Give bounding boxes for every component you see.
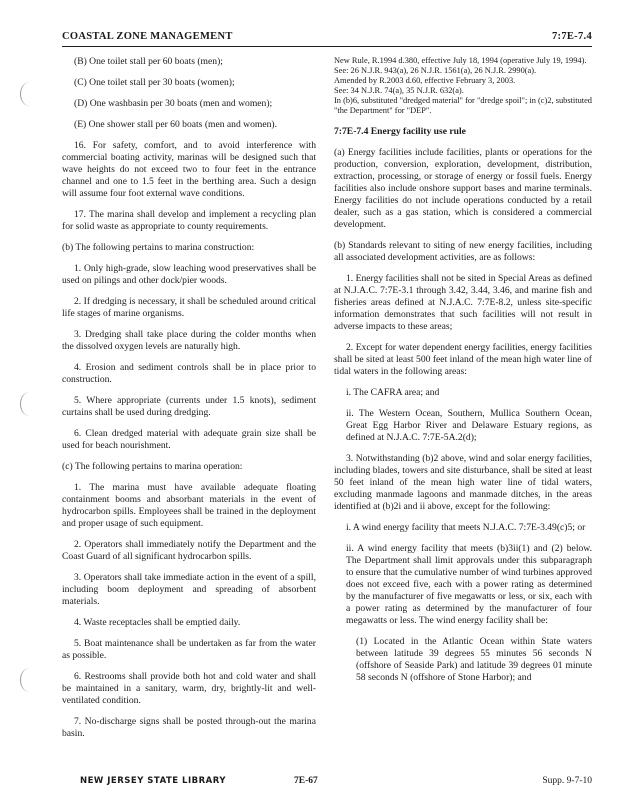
paragraph: i. The CAFRA area; and <box>346 387 440 398</box>
paragraph: 2. Operators shall immediately notify the Department and the Coast Guard of all significant hydrocarbon spills. <box>62 539 316 562</box>
right-column <box>334 56 592 693</box>
paragraph: (B) One toilet stall per 60 boats (men); <box>74 56 223 67</box>
paragraph: (a) Energy facilities include facilities, plants or operations for the production, conversion, exploration, development, distribution, extraction, processing, or storage of energy or fossil fuels. Energy facilities also include onshore support bases and marine terminals. Energy facilities do not include operations conducted by a retail dealer, such as a gas station, which is considered a commercial development. <box>334 147 592 230</box>
paragraph: (E) One shower stall per 60 boats (men and women). <box>74 119 278 130</box>
history-notes <box>334 56 592 116</box>
paragraph: (1) Located in the Atlantic Ocean within State waters between latitude 39 degrees 55 minutes 56 seconds N (offshore of Seaside Park) and latitude 39 degrees 01 minute 58 seconds N (offshore of Stone Harbor); and <box>356 636 592 683</box>
paragraph: (C) One toilet stall per 30 boats (women); <box>74 77 235 88</box>
paragraph: 1. Energy facilities shall not be sited in Special Areas as defined at N.J.A.C. 7:7E-3.1 through 3.42, 3.44, 3.46, and marine fish and fisheries areas defined at N.J.A.C. 7:7E-8.2, unless site-specific information demonstrates that such facilities will not result in adverse impacts to these areas; <box>334 273 592 332</box>
paragraph: 16. For safety, comfort, and to avoid interference with commercial boating activity, marinas will be designed such that wave heights do not exceed two to four feet in the entrance channel and one to 1.5 feet in the berthing area. Such a design will assume four foot external wave conditions. <box>62 140 316 199</box>
left-column <box>62 56 316 749</box>
paragraph: 1. Only high-grade, slow leaching wood preservatives shall be used on pilings and other dock/pier woods. <box>62 263 316 286</box>
history-note: See: 26 N.J.R. 943(a), 26 N.J.R. 1561(a), 26 N.J.R. 2990(a). <box>334 66 537 75</box>
paragraph: i. A wind energy facility that meets N.J.A.C. 7:7E-3.49(c)5; or <box>346 522 586 533</box>
history-note: New Rule, R.1994 d.380, effective July 18, 1994 (operative July 19, 1994). <box>334 56 587 65</box>
paragraph: 7. No-discharge signs shall be posted through-out the marina basin. <box>62 716 316 739</box>
header-section-number: 7:7E-7.4 <box>551 31 592 42</box>
history-note: See: 34 N.J.R. 74(a), 35 N.J.R. 632(a). <box>334 86 464 95</box>
paragraph: (D) One washbasin per 30 boats (men and women); <box>74 98 273 109</box>
paragraph: 3. Dredging shall take place during the colder months when the dissolved oxygen levels are naturally high. <box>62 329 316 352</box>
paragraph: 6. Restrooms shall provide both hot and cold water and shall be maintained in a sanitary, warm, dry, brightly-lit and well-ventilated condition. <box>62 671 316 706</box>
history-note: Amended by R.2003 d.60, effective February 3, 2003. <box>334 76 516 85</box>
paragraph: (c) The following pertains to marina operation: <box>62 461 243 472</box>
paragraph: 4. Waste receptacles shall be emptied daily. <box>74 617 241 628</box>
punch-hole-mark <box>20 392 39 416</box>
punch-hole-mark <box>20 82 39 106</box>
running-footer <box>62 776 592 790</box>
running-header <box>62 30 592 47</box>
paragraph: 4. Erosion and sediment controls shall be in place prior to construction. <box>62 362 316 385</box>
paragraph: 6. Clean dredged material with adequate grain size shall be used for beach nourishment. <box>62 428 316 451</box>
paragraph: ii. A wind energy facility that meets (b)3ii(1) and (2) below. The Department shall limit approvals under this subparagraph to ensure that the cumulative number of wind turbines approved does not exceed five, each with a power rating as determined by the manufacturer of five megawatts or less, or six, each with a power rating as determined by the manufacturer of four megawatts or less. The wind energy facility shall be: <box>346 543 592 626</box>
library-stamp: NEW JERSEY STATE LIBRARY <box>80 776 226 786</box>
punch-hole-mark <box>20 668 39 692</box>
paragraph: 17. The marina shall develop and implement a recycling plan for solid waste as appropriate to county requirements. <box>62 209 316 232</box>
paragraph: ii. The Western Ocean, Southern, Mullica Southern Ocean, Great Egg Harbor River and Delaware Estuary regions, as defined at N.J.A.C. 7:7E-5A.2(d); <box>346 408 592 443</box>
paragraph: 2. If dredging is necessary, it shall be scheduled around critical life stages of marine organisms. <box>62 296 316 319</box>
right-column-body <box>334 147 592 684</box>
history-note: In (b)6, substituted "dredged material" for "dredge spoil"; in (c)2, substituted "the Department" for "DEP". <box>334 96 592 115</box>
paragraph: 1. The marina must have available adequate floating containment booms and absorbant materials in the event of hydrocarbon spills. Employees shall be trained in the deployment and proper usage of such equipment. <box>62 482 316 529</box>
supplement-date: Supp. 9-7-10 <box>542 776 592 786</box>
header-title: COASTAL ZONE MANAGEMENT <box>62 31 233 42</box>
paragraph: (b) Standards relevant to siting of new energy facilities, including all associated development activities, are as follows: <box>334 240 592 263</box>
section-heading: 7:7E-7.4 Energy facility use rule <box>334 126 466 137</box>
paragraph: 3. Notwithstanding (b)2 above, wind and solar energy facilities, including blades, towers and site disturbance, shall be sited at least 50 feet inland of the mean high water line of tidal waters, excluding manmade lagoons and manmade ditches, in the areas identified at (b)2i and ii above, except for the following: <box>334 453 592 512</box>
paragraph: 5. Boat maintenance shall be undertaken as far from the water as possible. <box>62 638 316 661</box>
paragraph: 2. Except for water dependent energy facilities, energy facilities shall be sited at least 500 feet inland of the mean high water line of tidal waters in the following areas: <box>334 342 592 377</box>
paragraph: (b) The following pertains to marina construction: <box>62 242 255 253</box>
paragraph: 3. Operators shall take immediate action in the event of a spill, including boom deployment and spreading of absorbent materials. <box>62 572 316 607</box>
paragraph: 5. Where appropriate (currents under 1.5 knots), sediment curtains shall be used during dredging. <box>62 395 316 418</box>
page-number: 7E-67 <box>294 776 318 786</box>
